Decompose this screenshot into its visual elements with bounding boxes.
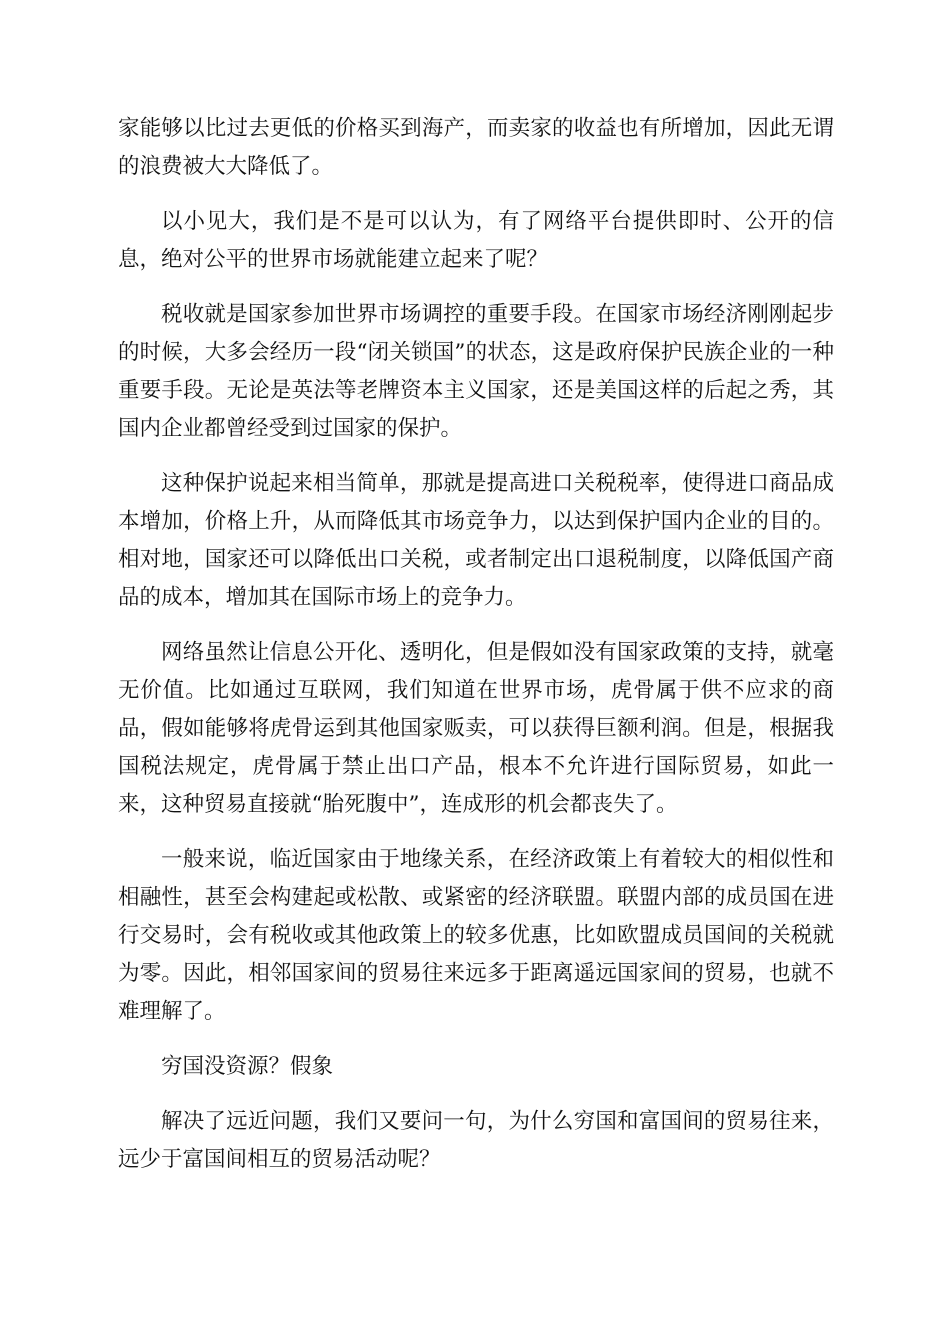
paragraph-6: 一般来说，临近国家由于地缘关系，在经济政策上有着较大的相似性和相融性，甚至会构建起或松散、或紧密的经济联盟。联盟内部的成员国在进行交易时，会有税收或其他政策上的较多优惠，比如欧盟成员国间的关税就为零。因此，相邻国家间的贸易往来远多于距离遥远国家间的贸易，也就不难理解了。 [118, 847, 834, 1024]
section-heading: 穷国没资源？假象 [161, 1054, 334, 1079]
paragraph-3: 税收就是国家参加世界市场调控的重要手段。在国家市场经济刚刚起步的时候，大多会经历一段“闭关锁国”的状态，这是政府保护民族企业的一种重要手段。无论是英法等老牌资本主义国家，还是美国这样的后起之秀，其国内企业都曾经受到过国家的保护。 [118, 302, 834, 441]
paragraph-2: 以小见大，我们是不是可以认为，有了网络平台提供即时、公开的信息，绝对公平的世界市场就能建立起来了呢？ [118, 209, 834, 272]
document-page [118, 110, 834, 1196]
paragraph-7: 解决了远近问题，我们又要问一句，为什么穷国和富国间的贸易往来，远少于富国间相互的贸易活动呢？ [118, 1109, 834, 1172]
paragraph-5: 网络虽然让信息公开化、透明化，但是假如没有国家政策的支持，就毫无价值。比如通过互联网，我们知道在世界市场，虎骨属于供不应求的商品，假如能够将虎骨运到其他国家贩卖，可以获得巨额利润。但是，根据我国税法规定，虎骨属于禁止出口产品，根本不允许进行国际贸易，如此一来，这种贸易直接就“胎死腹中”，连成形的机会都丧失了。 [118, 640, 834, 817]
paragraph-4: 这种保护说起来相当简单，那就是提高进口关税税率，使得进口商品成本增加，价格上升，从而降低其市场竞争力，以达到保护国内企业的目的。相对地，国家还可以降低出口关税，或者制定出口退税制度，以降低国产商品的成本，增加其在国际市场上的竞争力。 [118, 471, 834, 610]
paragraph-1: 家能够以比过去更低的价格买到海产，而卖家的收益也有所增加，因此无谓的浪费被大大降低了。 [118, 116, 834, 179]
